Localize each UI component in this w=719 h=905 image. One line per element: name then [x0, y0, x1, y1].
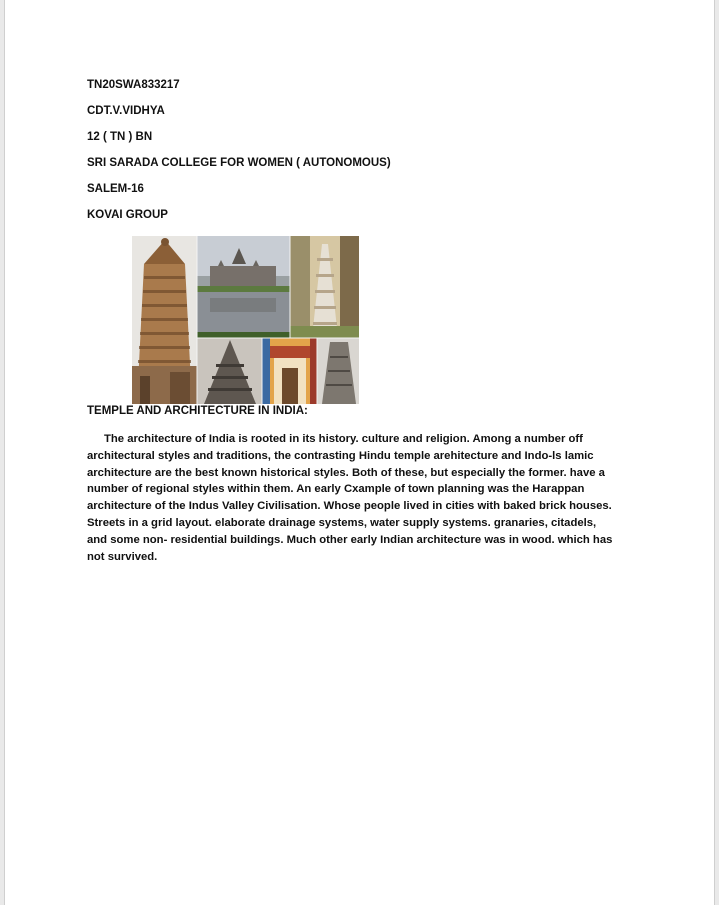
gateway-photo: [262, 338, 317, 404]
stone-shrine-photo: [197, 338, 262, 404]
angkor-photo: [197, 236, 290, 338]
group-name: KOVAI GROUP: [87, 209, 168, 221]
body-paragraph: The architecture of India is rooted in its history. culture and religion. Among a number off architectural styles and traditions, the contrasting Hindu temple arehitecture and Indo-ls lamic architecture are the best known historical styles. Both of these, but especially the former. have a number of regional styles within them. An early Cxample of town planning was the Harappan architecture of the Indus Valley Civilisation. Whose people lived in cities with baked brick houses. Streets in a grid layout. elaborate drainage systems, water supply systems. granaries, citadels, and some non- residential buildings. Much other early Indian architecture was in wood. which has not survived.: [87, 433, 613, 563]
gopuram-photo: [132, 236, 197, 404]
college-name: SRI SARADA COLLEGE FOR WOMEN ( AUTONOMOUS): [87, 157, 391, 169]
city-line: SALEM-16: [87, 183, 144, 195]
shikhara-photo: [290, 236, 359, 338]
section-heading: TEMPLE AND ARCHITECTURE IN INDIA:: [87, 405, 308, 417]
document-page: [4, 0, 715, 905]
battalion-unit: 12 ( TN ) BN: [87, 131, 153, 143]
temple-collage-image: [132, 236, 359, 404]
cadet-name: CDT.V.VIDHYA: [87, 105, 165, 117]
registration-number: TN20SWA833217: [87, 79, 180, 91]
carved-tower-photo: [317, 338, 359, 404]
